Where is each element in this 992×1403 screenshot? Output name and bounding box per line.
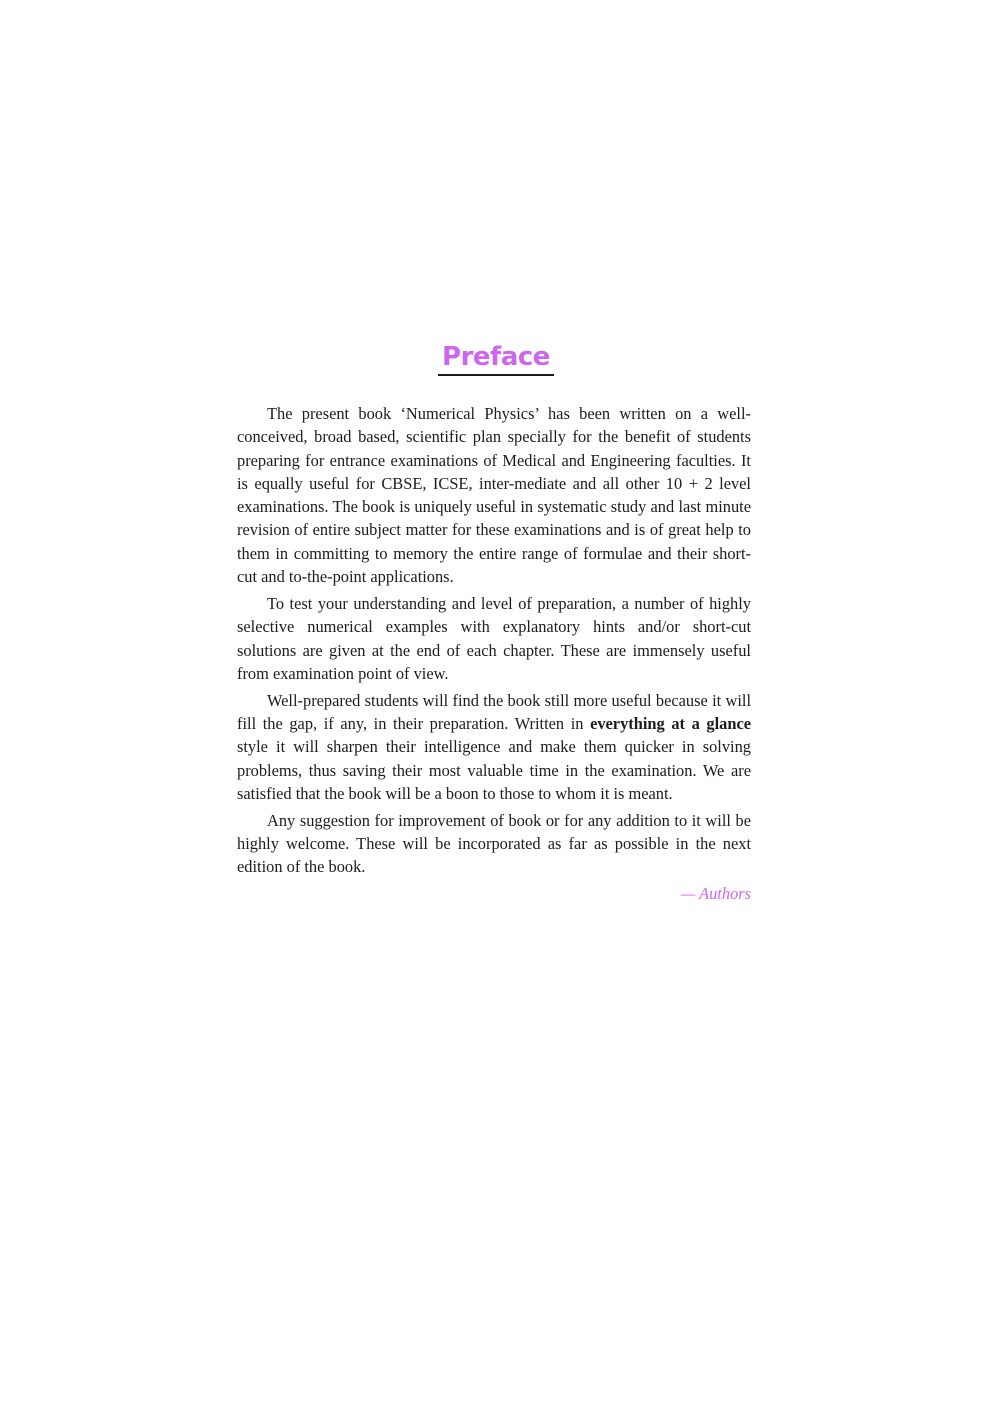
bold-phrase: everything at a glance <box>590 714 751 734</box>
paragraph-1: The present book ‘Numerical Physics’ has been written on a well-conceived, broad based, scientific plan specially for the benefit of students preparing for entrance examinations of Medical and Engineering faculties. It is equally useful for CBSE, ICSE, inter-mediate and all other 10 + 2 level examinations. The book is uniquely useful in systematic study and last minute revision of entire subject matter for these examinations and is of great help to them in committing to memory the entire range of formulae and their short-cut and to-the-point applications. <box>237 404 751 587</box>
signature: — Authors <box>680 884 751 904</box>
preface-body <box>237 402 751 906</box>
title-block <box>0 340 992 376</box>
paragraph-2: To test your understanding and level of preparation, a number of highly selective numerical examples with explanatory hints and/or short-cut solutions are given at the end of each chapter. These are immensely useful from examination point of view. <box>237 593 751 683</box>
paragraph-3-end: style it will sharpen their intelligence and make them quicker in solving problems, thus saving their most valuable time in the examination. We are satisfied that the book will be a boon to those to whom it is meant. <box>237 737 751 803</box>
page-title: Preface <box>438 340 554 376</box>
paragraph-3 <box>237 689 751 805</box>
paragraph-4: Any suggestion for improvement of book or for any addition to it will be highly welcome. These will be incorporated as far as possible in the next edition of the book. <box>237 810 751 877</box>
paragraph-3-start: Well-prepared students will find the book still more useful because it will fill the gap, if any, in their preparation. Written in <box>237 690 751 734</box>
